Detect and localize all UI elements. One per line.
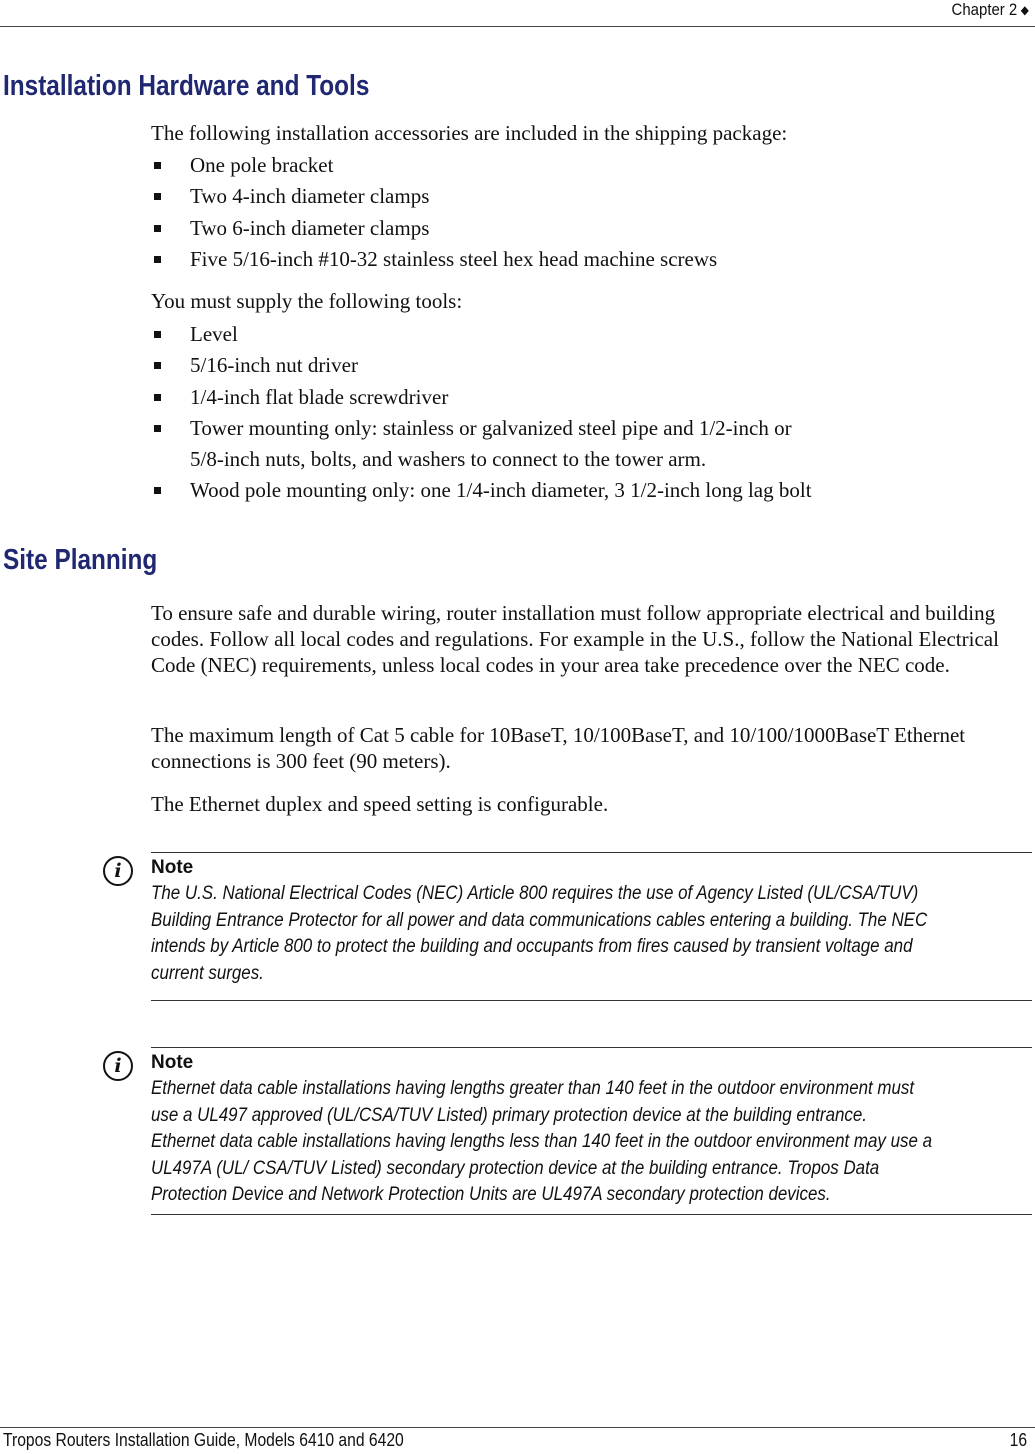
section-title-site-planning: Site Planning <box>3 544 158 576</box>
list-item: Five 5/16-inch #10-32 stainless steel hex head machine screws <box>151 244 717 275</box>
page-number: 16 <box>1009 1430 1027 1450</box>
section-title-installation: Installation Hardware and Tools <box>3 70 370 102</box>
list-item-continuation: 5/8-inch nuts, bolts, and washers to connect to the tower arm. <box>190 447 707 472</box>
paragraph-cable-length: The maximum length of Cat 5 cable for 10BaseT, 10/100BaseT, and 10/100/1000BaseT Ethernet connections is 300 feet (90 meters). <box>151 723 966 773</box>
info-icon: i <box>103 856 133 886</box>
note-text: Ethernet data cable installations having lengths greater than 140 feet in the outdoor environment must use a UL497 approved (UL/CSA/TUV Listed) primary protection device at the building entrance. Ethernet data cable installations having lengths less than 140 feet in the outdoor environment may use a UL497A (UL/ CSA/TUV Listed) secondary protection device at the building entrance. Tropos Data Protection Device and Network Protection Units are UL497A secondary protection devices. <box>151 1077 932 1206</box>
chapter-text: Chapter 2 <box>951 0 1018 19</box>
header-rule <box>0 26 1035 27</box>
paragraph-duplex: The Ethernet duplex and speed setting is configurable. <box>151 792 609 816</box>
tools-list <box>151 319 812 507</box>
note-title: Note <box>151 857 194 878</box>
paragraph-codes: To ensure safe and durable wiring, router installation must follow appropriate electrical and building codes. Follow all local codes and regulations. For example in the U.S., follow the National Electrical Code (NEC) requirements, unless local codes in your area take precedence over the NEC code. <box>151 601 999 677</box>
list-item: Two 4-inch diameter clamps <box>151 181 717 212</box>
chapter-label <box>952 0 1029 20</box>
diamond-icon: ◆ <box>1020 3 1029 17</box>
list-item: Two 6-inch diameter clamps <box>151 213 717 244</box>
list-item: 5/16-inch nut driver <box>151 350 812 381</box>
list-item: Wood pole mounting only: one 1/4-inch diameter, 3 1/2-inch long lag bolt <box>151 475 812 506</box>
list-item-text: Tower mounting only: stainless or galvanized steel pipe and 1/2-inch or <box>190 415 792 440</box>
footer-title: Tropos Routers Installation Guide, Models 6410 and 6420 <box>3 1430 404 1450</box>
note-rule-top <box>151 852 1032 853</box>
note-callout <box>100 852 1032 1002</box>
note-text: The U.S. National Electrical Codes (NEC) Article 800 requires the use of Agency Listed (UL/CSA/TUV) Building Entrance Protector for all power and data communications cables entering a building. The NEC intends by Article 800 to protect the building and occupants from fires caused by transient voltage and current surges. <box>151 882 928 984</box>
tools-intro: You must supply the following tools: <box>151 289 463 313</box>
info-icon: i <box>103 1051 133 1081</box>
note-rule-bottom <box>151 1214 1032 1215</box>
footer-rule <box>0 1427 1035 1428</box>
note-title: Note <box>151 1052 194 1073</box>
note-rule-top <box>151 1047 1032 1048</box>
note-rule-bottom <box>151 1000 1032 1001</box>
accessories-intro: The following installation accessories are included in the shipping package: <box>151 121 788 145</box>
note-callout <box>100 1047 1032 1219</box>
list-item: Level <box>151 319 812 350</box>
list-item: One pole bracket <box>151 150 717 181</box>
accessories-list <box>151 150 717 275</box>
list-item: 1/4-inch flat blade screwdriver <box>151 382 812 413</box>
list-item <box>151 413 812 476</box>
